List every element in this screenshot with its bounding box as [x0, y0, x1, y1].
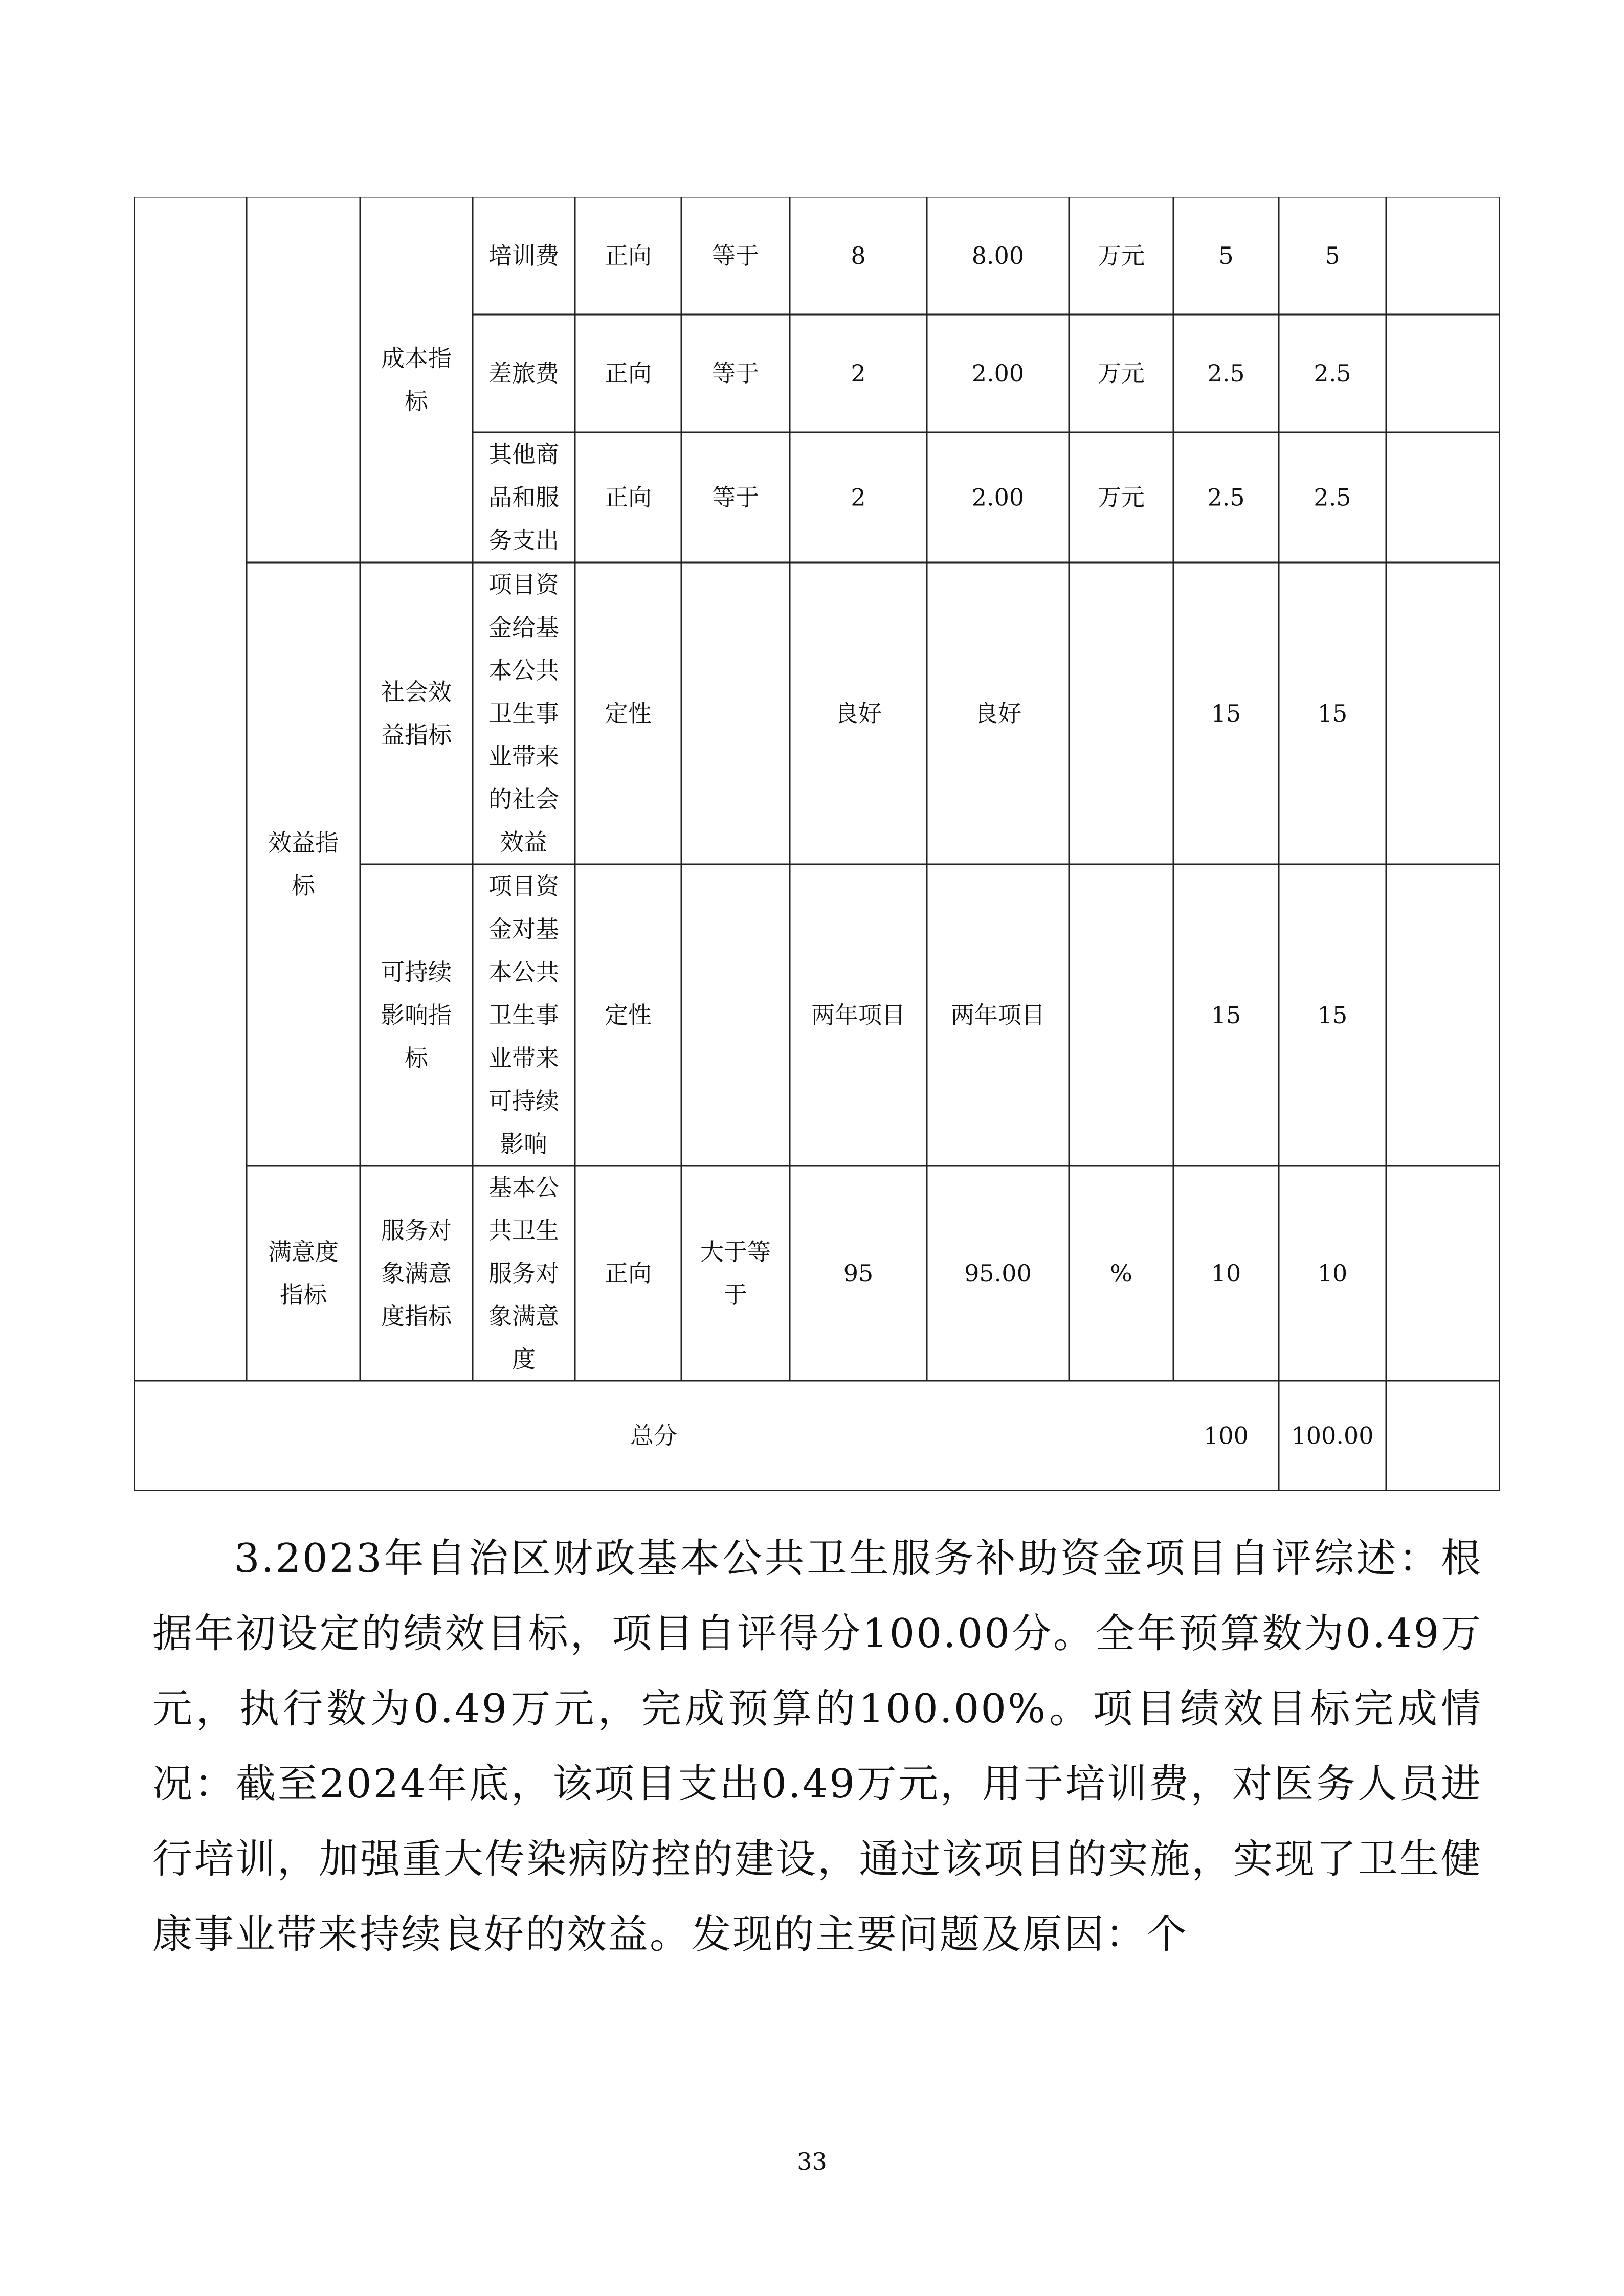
cell-direction: 定性 [605, 700, 652, 727]
total-score: 100.00 [1291, 1422, 1374, 1450]
cell-weight: 10 [1211, 1259, 1241, 1287]
cell-direction: 正向 [605, 483, 652, 511]
cell-actual: 2.00 [971, 483, 1025, 511]
cell-score: 5 [1325, 242, 1340, 269]
cell-direction: 正向 [605, 1259, 652, 1287]
summary-paragraph [152, 1521, 1482, 1972]
cell-target: 2 [851, 483, 866, 511]
performance-table [134, 197, 1500, 1491]
cell-weight: 15 [1211, 700, 1241, 727]
cell-indicator: 其他商品和服务支出 [488, 440, 559, 554]
cell-actual: 两年项目 [951, 1001, 1045, 1029]
cell-direction: 定性 [605, 1001, 652, 1029]
cell-weight: 5 [1218, 242, 1234, 269]
category-l3-social: 社会效益指标 [381, 678, 452, 749]
cell-score: 2.5 [1314, 483, 1351, 511]
cell-score: 2.5 [1314, 359, 1351, 387]
cell-unit: 万元 [1098, 242, 1145, 269]
cell-score: 10 [1317, 1259, 1348, 1287]
cell-weight: 15 [1211, 1001, 1241, 1029]
cell-indicator: 项目资金给基本公共卫生事业带来的社会效益 [488, 571, 559, 856]
cell-unit: % [1110, 1259, 1132, 1287]
category-l3-cost: 成本指标 [381, 344, 452, 415]
category-l2-benefit: 效益指标 [268, 829, 339, 899]
cell-actual: 8.00 [971, 242, 1025, 269]
cell-indicator: 培训费 [488, 242, 559, 269]
cell-indicator: 项目资金对基本公共卫生事业带来可持续影响 [488, 872, 559, 1158]
category-l3-service: 服务对象满意度指标 [381, 1217, 452, 1330]
cell-score: 15 [1317, 1001, 1348, 1029]
cell-actual: 良好 [974, 700, 1021, 727]
category-l2-satisfaction: 满意度指标 [268, 1238, 339, 1309]
cell-target: 良好 [835, 700, 882, 727]
category-l3-sustain: 可持续影响指标 [381, 958, 452, 1072]
cell-target: 95 [843, 1259, 874, 1287]
cell-actual: 2.00 [971, 359, 1025, 387]
cell-operator: 大于等于 [700, 1238, 771, 1309]
page-number: 33 [797, 2148, 827, 2175]
summary-text: 3.2023年自治区财政基本公共卫生服务补助资金项目自评综述：根据年初设定的绩效目标，项目自评得分100.00分。全年预算数为0.49万元，执行数为0.49万元，完成预算的100.00%。项目绩效目标完成情况：截至2024年底，该项目支出0.49万元，用于培训费，对医务人员进行培训，加强重大传染病防控的建设，通过该项目的实施，实现了卫生健康事业带来持续良好的效益。发现的主要问题及原因：个 [152, 1536, 1482, 1957]
cell-operator: 等于 [712, 359, 759, 387]
cell-weight: 2.5 [1207, 483, 1245, 511]
cell-actual: 95.00 [964, 1259, 1032, 1287]
cell-target: 8 [851, 242, 866, 269]
cell-operator: 等于 [712, 483, 759, 511]
total-label: 总分 [630, 1422, 677, 1450]
cell-direction: 正向 [605, 359, 652, 387]
cell-indicator: 基本公共卫生服务对象满意度 [488, 1174, 559, 1373]
cell-indicator: 差旅费 [488, 359, 559, 387]
cell-weight: 2.5 [1207, 359, 1245, 387]
cell-operator: 等于 [712, 242, 759, 269]
cell-target: 两年项目 [811, 1001, 905, 1029]
cell-unit: 万元 [1098, 359, 1145, 387]
cell-target: 2 [851, 359, 866, 387]
total-weight: 100 [1204, 1422, 1249, 1450]
cell-direction: 正向 [605, 242, 652, 269]
cell-score: 15 [1317, 700, 1348, 727]
cell-unit: 万元 [1098, 483, 1145, 511]
